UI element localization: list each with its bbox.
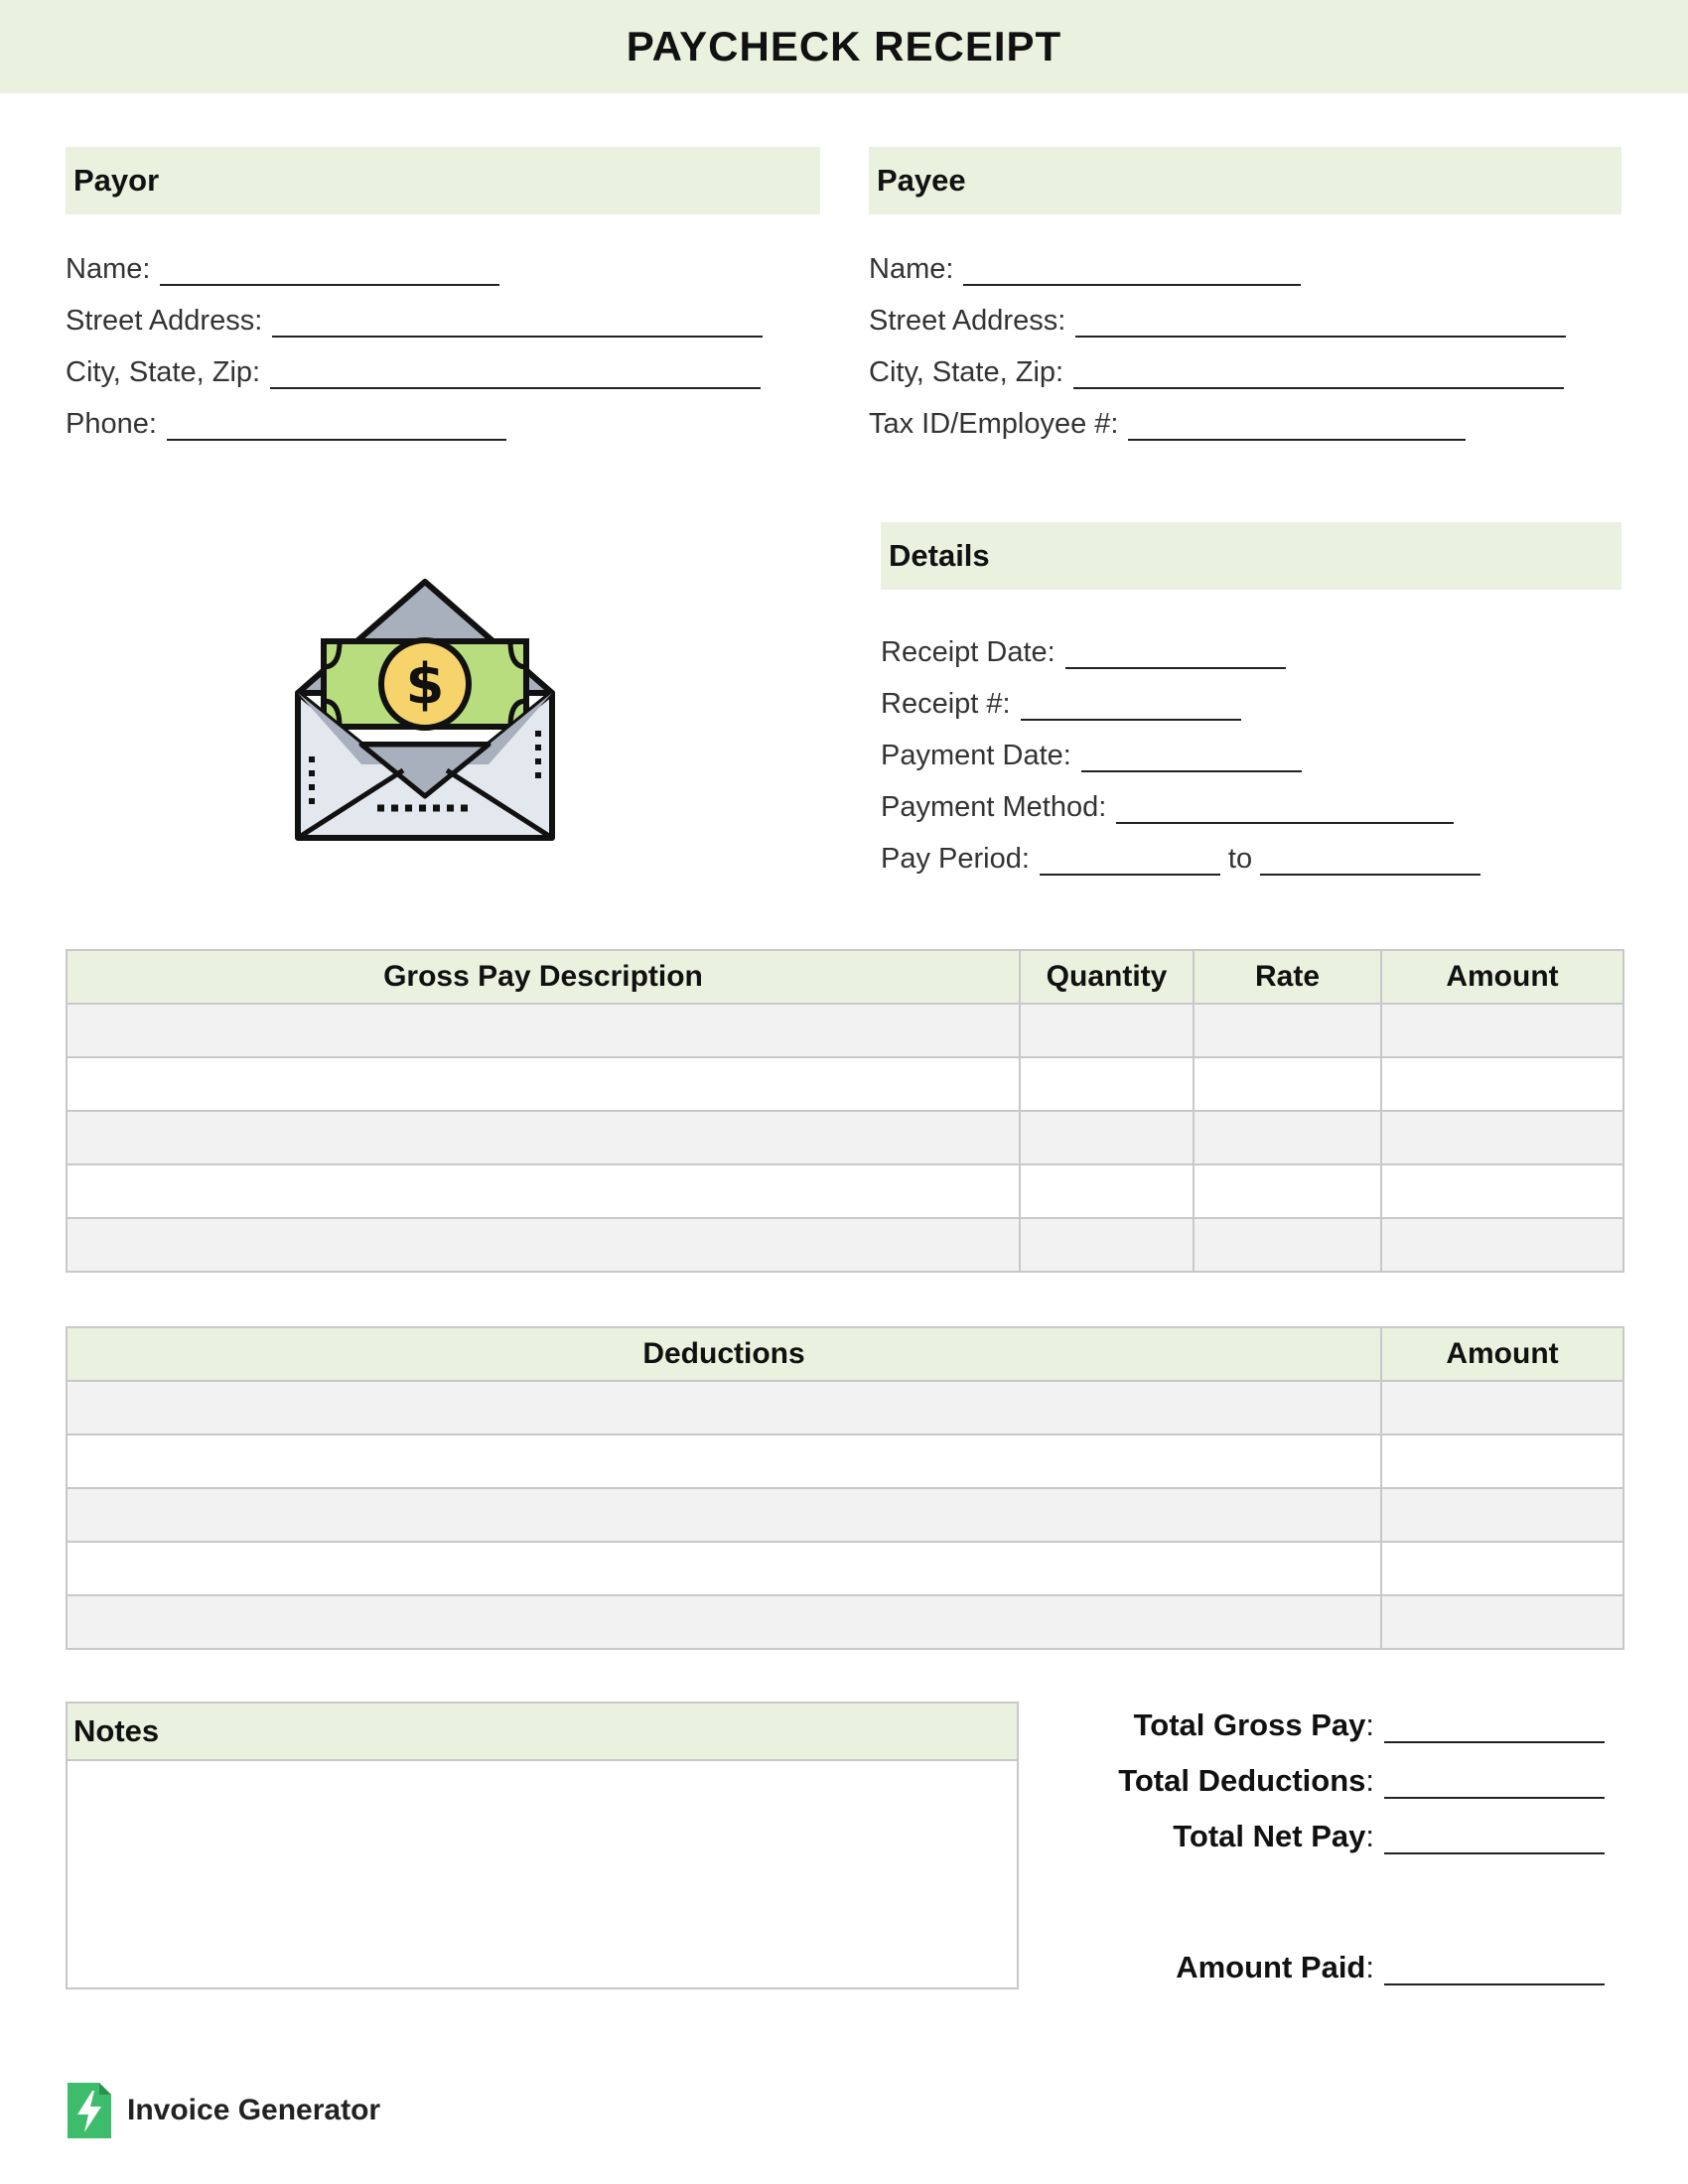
payment-date-line[interactable] xyxy=(1081,735,1302,772)
rate-cell[interactable] xyxy=(1194,1164,1381,1218)
desc-cell[interactable] xyxy=(67,1218,1020,1272)
page-title: PAYCHECK RECEIPT xyxy=(626,23,1062,69)
notes-box xyxy=(66,1702,1019,1989)
total-deductions-row xyxy=(1053,1743,1605,1799)
quantity-cell[interactable] xyxy=(1020,1004,1194,1057)
gross-pay-header-row xyxy=(67,950,1623,1004)
table-row xyxy=(67,1434,1623,1488)
quantity-cell[interactable] xyxy=(1020,1057,1194,1111)
rate-cell[interactable] xyxy=(1194,1057,1381,1111)
notes-area[interactable] xyxy=(68,1761,1017,1989)
deduction-cell[interactable] xyxy=(67,1542,1381,1595)
deduction-cell[interactable] xyxy=(67,1434,1381,1488)
receipt-date-label: Receipt Date: xyxy=(881,636,1055,668)
table-row xyxy=(67,1381,1623,1434)
receipt-number-row xyxy=(881,669,1621,721)
amount-cell[interactable] xyxy=(1381,1488,1623,1542)
amount-cell[interactable] xyxy=(1381,1111,1623,1164)
payor-phone-line[interactable] xyxy=(167,403,506,441)
amount-cell[interactable] xyxy=(1381,1164,1623,1218)
deductions-table xyxy=(66,1326,1624,1650)
payee-taxid-line[interactable] xyxy=(1128,403,1466,441)
money-envelope-icon xyxy=(294,576,556,842)
table-row xyxy=(67,1164,1623,1218)
amount-cell[interactable] xyxy=(1381,1218,1623,1272)
pay-period-end-line[interactable] xyxy=(1260,838,1480,876)
payor-city-label: City, State, Zip: xyxy=(66,356,261,388)
quantity-cell[interactable] xyxy=(1020,1164,1194,1218)
desc-cell[interactable] xyxy=(67,1004,1020,1057)
payment-method-row xyxy=(881,772,1621,824)
payee-section xyxy=(869,147,1621,441)
payee-name-label: Name: xyxy=(869,253,954,285)
amount-cell[interactable] xyxy=(1381,1057,1623,1111)
payee-name-line[interactable] xyxy=(963,248,1301,286)
amount-paid-label: Amount Paid xyxy=(1176,1950,1366,1984)
deduction-cell[interactable] xyxy=(67,1488,1381,1542)
table-row xyxy=(67,1004,1623,1057)
pay-period-row xyxy=(881,824,1621,876)
details-header: Details xyxy=(881,522,1621,590)
total-net-label: Total Net Pay xyxy=(1173,1819,1366,1853)
pay-period-to: to xyxy=(1227,843,1253,875)
payor-name-row xyxy=(66,234,820,286)
table-row xyxy=(67,1111,1623,1164)
amount-cell[interactable] xyxy=(1381,1434,1623,1488)
desc-cell[interactable] xyxy=(67,1057,1020,1111)
total-net-colon: : xyxy=(1365,1819,1374,1853)
payee-address-label: Street Address: xyxy=(869,305,1066,337)
quantity-cell[interactable] xyxy=(1020,1111,1194,1164)
payee-taxid-row xyxy=(869,389,1621,441)
payor-name-line[interactable] xyxy=(160,248,499,286)
rate-cell[interactable] xyxy=(1194,1111,1381,1164)
notes-header: Notes xyxy=(68,1704,1017,1761)
amount-header: Amount xyxy=(1381,950,1623,1004)
total-net-line[interactable] xyxy=(1384,1817,1605,1854)
total-deductions-label: Total Deductions xyxy=(1118,1763,1366,1798)
table-row xyxy=(67,1595,1623,1649)
payor-name-label: Name: xyxy=(66,253,151,285)
amount-cell[interactable] xyxy=(1381,1542,1623,1595)
payor-address-line[interactable] xyxy=(272,300,763,338)
desc-cell[interactable] xyxy=(67,1111,1020,1164)
payor-address-label: Street Address: xyxy=(66,305,263,337)
quantity-cell[interactable] xyxy=(1020,1218,1194,1272)
payee-city-line[interactable] xyxy=(1073,351,1564,389)
deductions-header-row xyxy=(67,1327,1623,1381)
payment-method-line[interactable] xyxy=(1116,786,1454,824)
payor-city-row xyxy=(66,338,820,389)
svg-text:$: $ xyxy=(405,652,445,717)
deductions-header: Deductions xyxy=(67,1327,1381,1381)
gross-pay-desc-header: Gross Pay Description xyxy=(67,950,1020,1004)
rate-cell[interactable] xyxy=(1194,1004,1381,1057)
receipt-date-line[interactable] xyxy=(1065,631,1286,669)
footer-logo[interactable] xyxy=(68,2083,380,2138)
total-gross-line[interactable] xyxy=(1384,1706,1605,1743)
amount-paid-row xyxy=(1053,1930,1605,1985)
totals-section xyxy=(1053,1688,1605,1985)
table-row xyxy=(67,1218,1623,1272)
rate-header: Rate xyxy=(1194,950,1381,1004)
payee-address-line[interactable] xyxy=(1075,300,1566,338)
receipt-date-row xyxy=(881,617,1621,669)
payee-city-label: City, State, Zip: xyxy=(869,356,1064,388)
details-section xyxy=(881,522,1621,876)
payment-date-label: Payment Date: xyxy=(881,740,1071,771)
table-row xyxy=(67,1488,1623,1542)
total-deductions-line[interactable] xyxy=(1384,1761,1605,1799)
payee-address-row xyxy=(869,286,1621,338)
rate-cell[interactable] xyxy=(1194,1218,1381,1272)
payment-method-label: Payment Method: xyxy=(881,791,1107,823)
deduction-cell[interactable] xyxy=(67,1381,1381,1434)
amount-paid-line[interactable] xyxy=(1384,1948,1605,1985)
table-row xyxy=(67,1057,1623,1111)
payment-date-row xyxy=(881,721,1621,772)
total-gross-colon: : xyxy=(1365,1707,1374,1742)
receipt-number-line[interactable] xyxy=(1021,683,1241,721)
payor-address-row xyxy=(66,286,820,338)
payee-taxid-label: Tax ID/Employee #: xyxy=(869,408,1119,440)
total-gross-row xyxy=(1053,1688,1605,1743)
table-row xyxy=(67,1542,1623,1595)
quantity-header: Quantity xyxy=(1020,950,1194,1004)
payor-section xyxy=(66,147,820,441)
payor-city-line[interactable] xyxy=(270,351,761,389)
payee-header: Payee xyxy=(869,147,1621,214)
desc-cell[interactable] xyxy=(67,1164,1020,1218)
deductions-amount-header: Amount xyxy=(1381,1327,1623,1381)
total-deductions-colon: : xyxy=(1365,1763,1374,1798)
payor-phone-row xyxy=(66,389,820,441)
amount-paid-colon: : xyxy=(1365,1950,1374,1984)
total-net-row xyxy=(1053,1799,1605,1854)
amount-cell[interactable] xyxy=(1381,1595,1623,1649)
pay-period-label: Pay Period: xyxy=(881,843,1030,875)
brand-name: Invoice Generator xyxy=(127,2094,381,2126)
receipt-number-label: Receipt #: xyxy=(881,688,1011,720)
gross-pay-table xyxy=(66,949,1624,1273)
payor-header: Payor xyxy=(66,147,820,214)
payee-name-row xyxy=(869,234,1621,286)
payee-city-row xyxy=(869,338,1621,389)
payor-phone-label: Phone: xyxy=(66,408,157,440)
lightning-logo-icon xyxy=(68,2083,111,2138)
deduction-cell[interactable] xyxy=(67,1595,1381,1649)
amount-cell[interactable] xyxy=(1381,1004,1623,1057)
pay-period-start-line[interactable] xyxy=(1040,838,1220,876)
amount-cell[interactable] xyxy=(1381,1381,1623,1434)
total-gross-label: Total Gross Pay xyxy=(1133,1707,1366,1742)
